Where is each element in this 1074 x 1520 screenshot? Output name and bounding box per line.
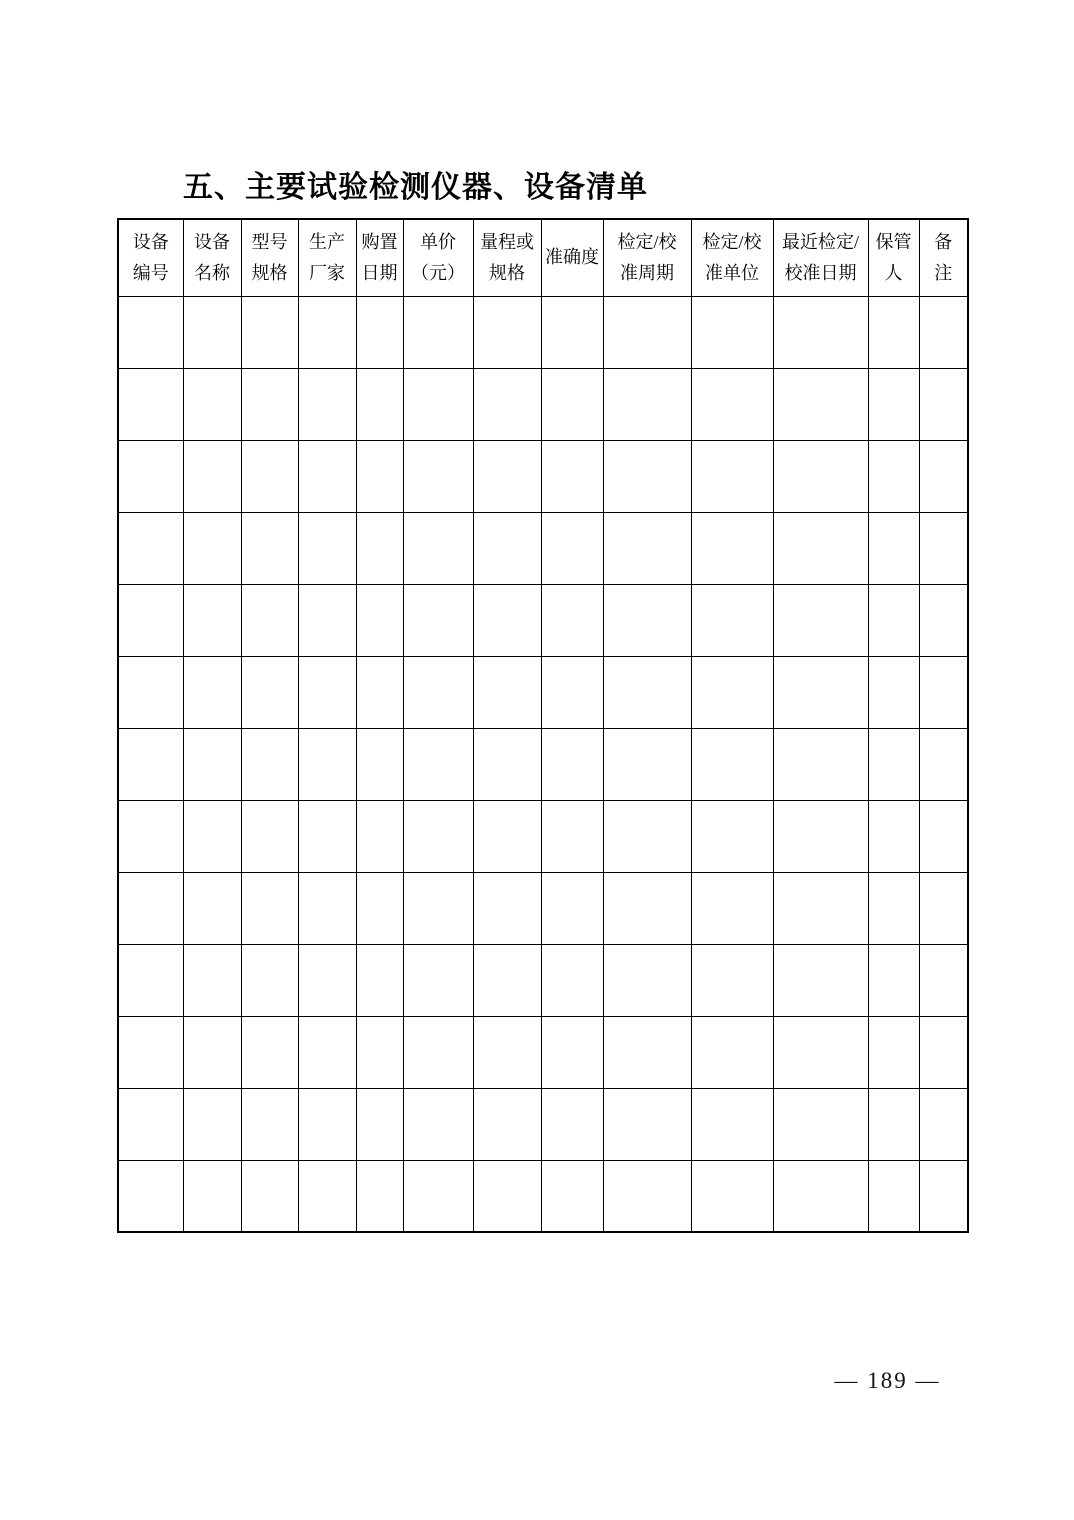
table-cell xyxy=(118,1088,183,1160)
table-cell xyxy=(356,944,403,1016)
table-cell xyxy=(919,944,968,1016)
table-cell xyxy=(773,656,868,728)
column-header-line: （元） xyxy=(411,262,465,283)
column-header-line: 规格 xyxy=(489,262,525,283)
table-cell xyxy=(118,800,183,872)
table-cell xyxy=(603,944,691,1016)
table-cell xyxy=(118,512,183,584)
equipment-table-header xyxy=(118,219,968,296)
column-header-line: 购置 xyxy=(361,231,398,252)
table-cell xyxy=(773,1160,868,1232)
table-cell xyxy=(691,584,773,656)
table-cell xyxy=(356,1160,403,1232)
table-cell xyxy=(298,584,356,656)
table-cell xyxy=(773,440,868,512)
table-row xyxy=(118,1160,968,1232)
table-cell xyxy=(298,872,356,944)
table-cell xyxy=(603,296,691,368)
table-cell xyxy=(691,872,773,944)
table-cell xyxy=(403,1016,473,1088)
table-cell xyxy=(773,512,868,584)
table-cell xyxy=(773,872,868,944)
column-header xyxy=(541,219,603,296)
column-header xyxy=(356,219,403,296)
table-row xyxy=(118,872,968,944)
table-cell xyxy=(868,368,919,440)
table-row xyxy=(118,368,968,440)
table-cell xyxy=(868,656,919,728)
table-cell xyxy=(403,944,473,1016)
table-cell xyxy=(183,512,241,584)
column-header xyxy=(691,219,773,296)
column-header xyxy=(473,219,541,296)
table-cell xyxy=(691,512,773,584)
table-cell xyxy=(541,1088,603,1160)
table-cell xyxy=(603,800,691,872)
column-header-line: 最近检定/ xyxy=(781,231,859,252)
table-cell xyxy=(773,296,868,368)
column-header-line: 备 xyxy=(934,231,953,252)
column-header-line: 人 xyxy=(884,262,903,283)
table-cell xyxy=(356,512,403,584)
table-cell xyxy=(603,584,691,656)
column-header-line: 准周期 xyxy=(620,262,674,283)
table-cell xyxy=(356,728,403,800)
table-cell xyxy=(118,872,183,944)
table-cell xyxy=(298,1016,356,1088)
table-cell xyxy=(868,296,919,368)
table-cell xyxy=(919,1088,968,1160)
header-row xyxy=(118,219,968,296)
table-cell xyxy=(919,296,968,368)
column-header-line: 规格 xyxy=(251,262,288,283)
table-cell xyxy=(773,728,868,800)
table-cell xyxy=(691,728,773,800)
table-cell xyxy=(403,800,473,872)
table-cell xyxy=(118,1016,183,1088)
table-cell xyxy=(603,1088,691,1160)
column-header-line: 检定/校 xyxy=(702,231,762,252)
table-cell xyxy=(241,944,298,1016)
table-row xyxy=(118,944,968,1016)
table-cell xyxy=(473,1160,541,1232)
table-cell xyxy=(183,728,241,800)
table-row xyxy=(118,512,968,584)
table-cell xyxy=(356,440,403,512)
table-cell xyxy=(298,512,356,584)
table-cell xyxy=(298,1160,356,1232)
table-cell xyxy=(868,584,919,656)
table-cell xyxy=(183,440,241,512)
table-cell xyxy=(691,368,773,440)
table-cell xyxy=(403,1160,473,1232)
table-cell xyxy=(473,296,541,368)
table-cell xyxy=(356,368,403,440)
table-cell xyxy=(183,1016,241,1088)
table-cell xyxy=(403,368,473,440)
table-cell xyxy=(241,512,298,584)
table-cell xyxy=(919,584,968,656)
column-header-line: 厂家 xyxy=(309,262,345,283)
column-header xyxy=(773,219,868,296)
table-cell xyxy=(356,800,403,872)
table-cell xyxy=(541,800,603,872)
column-header-line: 准单位 xyxy=(705,262,759,283)
page-number: — 189 — xyxy=(834,1368,941,1393)
table-cell xyxy=(603,440,691,512)
table-cell xyxy=(473,440,541,512)
table-cell xyxy=(919,800,968,872)
table-row xyxy=(118,800,968,872)
table-cell xyxy=(773,1016,868,1088)
table-cell xyxy=(473,728,541,800)
table-cell xyxy=(773,944,868,1016)
table-row xyxy=(118,656,968,728)
table-cell xyxy=(868,1088,919,1160)
table-cell xyxy=(473,944,541,1016)
column-header-line: 设备 xyxy=(194,231,230,252)
table-cell xyxy=(118,728,183,800)
equipment-table xyxy=(117,218,969,1233)
table-cell xyxy=(868,512,919,584)
table-cell xyxy=(356,296,403,368)
table-cell xyxy=(691,1088,773,1160)
table-cell xyxy=(541,296,603,368)
table-cell xyxy=(241,1088,298,1160)
table-cell xyxy=(241,728,298,800)
table-cell xyxy=(919,872,968,944)
table-cell xyxy=(773,800,868,872)
column-header-line: 量程或 xyxy=(480,231,534,252)
column-header-line: 单价 xyxy=(420,231,456,252)
table-cell xyxy=(241,872,298,944)
table-cell xyxy=(691,1160,773,1232)
table-row xyxy=(118,440,968,512)
column-header-line: 检定/校 xyxy=(617,231,677,252)
table-cell xyxy=(118,1160,183,1232)
column-header-line: 准确度 xyxy=(545,247,599,268)
table-cell xyxy=(118,296,183,368)
table-cell xyxy=(603,512,691,584)
table-cell xyxy=(868,440,919,512)
table-cell xyxy=(403,296,473,368)
table-cell xyxy=(603,872,691,944)
table-cell xyxy=(691,656,773,728)
table-cell xyxy=(241,368,298,440)
table-cell xyxy=(603,728,691,800)
table-cell xyxy=(241,296,298,368)
table-cell xyxy=(403,872,473,944)
table-cell xyxy=(356,656,403,728)
table-cell xyxy=(603,656,691,728)
table-cell xyxy=(356,1016,403,1088)
table-cell xyxy=(183,368,241,440)
table-cell xyxy=(241,584,298,656)
table-cell xyxy=(298,728,356,800)
table-cell xyxy=(356,872,403,944)
table-cell xyxy=(403,728,473,800)
column-header-line: 注 xyxy=(934,262,953,283)
table-cell xyxy=(691,440,773,512)
column-header-line: 校准日期 xyxy=(784,262,857,283)
table-cell xyxy=(473,1016,541,1088)
table-cell xyxy=(241,800,298,872)
table-cell xyxy=(541,656,603,728)
table-cell xyxy=(691,296,773,368)
table-cell xyxy=(541,584,603,656)
table-cell xyxy=(118,656,183,728)
table-cell xyxy=(541,1160,603,1232)
table-cell xyxy=(183,800,241,872)
table-cell xyxy=(473,800,541,872)
table-cell xyxy=(403,584,473,656)
table-cell xyxy=(541,872,603,944)
table-cell xyxy=(473,512,541,584)
table-cell xyxy=(473,584,541,656)
table-cell xyxy=(241,1016,298,1088)
column-header-line: 生产 xyxy=(309,231,345,252)
table-row xyxy=(118,296,968,368)
table-cell xyxy=(473,1088,541,1160)
table-cell xyxy=(541,440,603,512)
table-cell xyxy=(183,584,241,656)
table-cell xyxy=(691,800,773,872)
table-cell xyxy=(118,368,183,440)
table-cell xyxy=(183,1088,241,1160)
table-cell xyxy=(298,368,356,440)
column-header-line: 设备 xyxy=(132,231,169,252)
table-cell xyxy=(773,584,868,656)
column-header-line: 名称 xyxy=(194,262,230,283)
column-header xyxy=(298,219,356,296)
table-cell xyxy=(919,656,968,728)
table-cell xyxy=(241,440,298,512)
equipment-table-body xyxy=(118,296,968,1232)
table-cell xyxy=(919,368,968,440)
column-header xyxy=(919,219,968,296)
table-cell xyxy=(473,872,541,944)
table-cell xyxy=(541,728,603,800)
table-cell xyxy=(603,1016,691,1088)
table-cell xyxy=(473,656,541,728)
table-row xyxy=(118,728,968,800)
column-header-line: 日期 xyxy=(361,262,398,283)
column-header xyxy=(241,219,298,296)
table-cell xyxy=(183,872,241,944)
table-cell xyxy=(868,800,919,872)
table-cell xyxy=(403,440,473,512)
table-cell xyxy=(183,656,241,728)
column-header xyxy=(118,219,183,296)
table-cell xyxy=(118,440,183,512)
page-title: 五、主要试验检测仪器、设备清单 xyxy=(183,171,648,204)
table-cell xyxy=(403,656,473,728)
table-cell xyxy=(541,512,603,584)
table-cell xyxy=(773,1088,868,1160)
column-header xyxy=(183,219,241,296)
column-header-line: 型号 xyxy=(251,231,288,252)
table-cell xyxy=(183,296,241,368)
table-cell xyxy=(868,872,919,944)
table-cell xyxy=(868,1160,919,1232)
table-cell xyxy=(541,1016,603,1088)
table-cell xyxy=(118,944,183,1016)
table-cell xyxy=(919,512,968,584)
table-cell xyxy=(541,944,603,1016)
table-cell xyxy=(773,368,868,440)
table-cell xyxy=(183,944,241,1016)
table-cell xyxy=(298,800,356,872)
table-cell xyxy=(868,944,919,1016)
table-cell xyxy=(183,1160,241,1232)
table-cell xyxy=(919,728,968,800)
table-cell xyxy=(868,728,919,800)
table-cell xyxy=(541,368,603,440)
column-header-line: 编号 xyxy=(132,262,169,283)
table-cell xyxy=(473,368,541,440)
table-cell xyxy=(403,512,473,584)
table-cell xyxy=(298,440,356,512)
table-cell xyxy=(118,584,183,656)
table-cell xyxy=(241,656,298,728)
column-header xyxy=(403,219,473,296)
table-cell xyxy=(868,1016,919,1088)
table-cell xyxy=(919,1160,968,1232)
table-row xyxy=(118,1088,968,1160)
table-cell xyxy=(603,368,691,440)
table-cell xyxy=(356,584,403,656)
table-cell xyxy=(356,1088,403,1160)
table-cell xyxy=(298,296,356,368)
table-cell xyxy=(919,1016,968,1088)
column-header-line: 保管 xyxy=(875,231,912,252)
table-cell xyxy=(298,1088,356,1160)
table-cell xyxy=(691,944,773,1016)
column-header xyxy=(603,219,691,296)
table-cell xyxy=(298,944,356,1016)
table-cell xyxy=(919,440,968,512)
table-row xyxy=(118,1016,968,1088)
table-cell xyxy=(603,1160,691,1232)
table-cell xyxy=(403,1088,473,1160)
table-cell xyxy=(691,1016,773,1088)
table-cell xyxy=(241,1160,298,1232)
column-header xyxy=(868,219,919,296)
table-cell xyxy=(298,656,356,728)
table-row xyxy=(118,584,968,656)
